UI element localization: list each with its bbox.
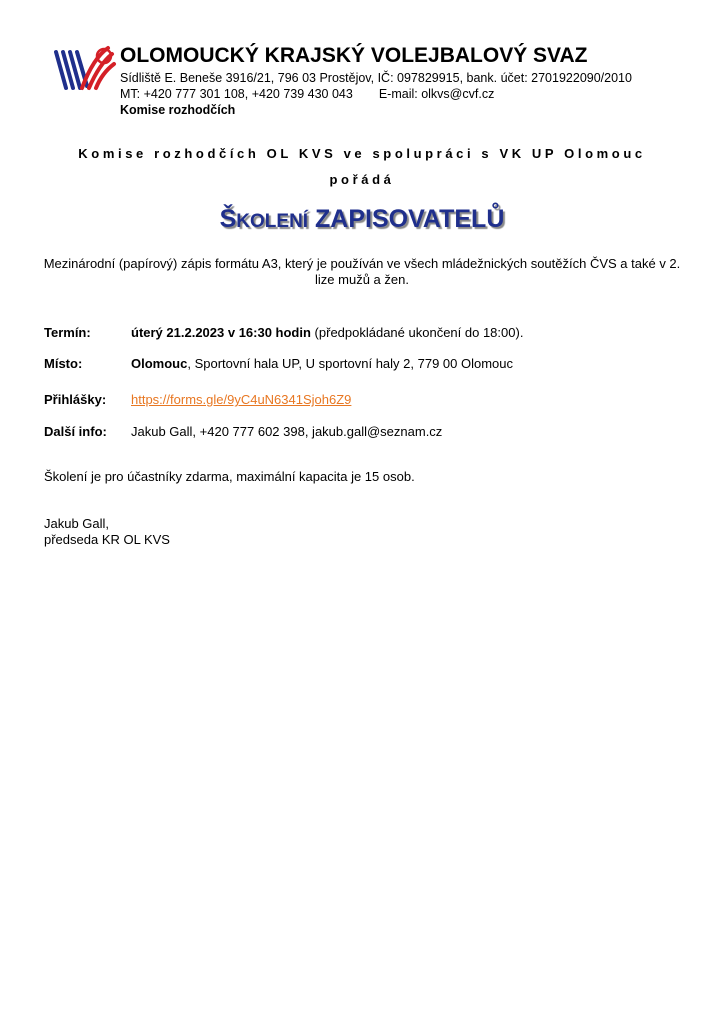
organization-phones: MT: +420 777 301 108, +420 739 430 043: [120, 87, 353, 101]
prihlasky-label: Přihlášky:: [44, 392, 107, 407]
misto-address: , Sportovní hala UP, U sportovní haly 2, 779 00 Olomouc: [187, 356, 514, 371]
organization-department: Komise rozhodčích: [120, 103, 236, 117]
organization-email: E-mail: olkvs@cvf.cz: [378, 87, 495, 101]
note-paragraph: Školení je pro účastníky zdarma, maximální kapacita je 15 osob.: [44, 469, 415, 484]
termin-note: (předpokládané ukončení do 18:00).: [310, 325, 524, 340]
organization-address: Sídliště E. Beneše 3916/21, 796 03 Prostějov, IČ: 097829915, bank. účet: 2701922090/2010: [120, 71, 632, 85]
intro-organizes: pořádá: [329, 172, 395, 187]
signature-role: předseda KR OL KVS: [44, 532, 170, 547]
info-label: Další info:: [44, 424, 107, 439]
termin-label: Termín:: [44, 325, 91, 340]
misto-label: Místo:: [44, 356, 83, 371]
organization-name: OLOMOUCKÝ KRAJSKÝ VOLEJBALOVÝ SVAZ: [120, 44, 588, 67]
signature: [44, 516, 170, 548]
title-word-rest: KOLENÍ: [236, 211, 309, 232]
title-word-2: ZAPISOVATELŮ: [315, 205, 505, 233]
misto-city: Olomouc: [131, 356, 188, 371]
misto-value: [131, 356, 513, 371]
termin-date: úterý 21.2.2023 v 16:30 hodin: [131, 325, 311, 340]
signature-name: Jakub Gall,: [44, 516, 110, 531]
description: Mezinárodní (papírový) zápis formátu A3, který je používán ve všech mládežnických soutěžích ČVS a také v 2. lize mužů a žen.: [43, 256, 681, 287]
page-title: [0, 205, 724, 234]
organization-contacts: [120, 87, 494, 101]
volleyball-federation-logo: [52, 42, 118, 94]
info-value: Jakub Gall, +420 777 602 398, jakub.gall@seznam.cz: [131, 424, 443, 439]
registration-link[interactable]: https://forms.gle/9yC4uN6341Sjoh6Z9: [131, 392, 352, 407]
termin-value: [131, 325, 523, 340]
title-initial: Š: [219, 205, 237, 233]
intro-line: Komise rozhodčích OL KVS ve spolupráci s VK UP Olomouc: [78, 146, 646, 161]
